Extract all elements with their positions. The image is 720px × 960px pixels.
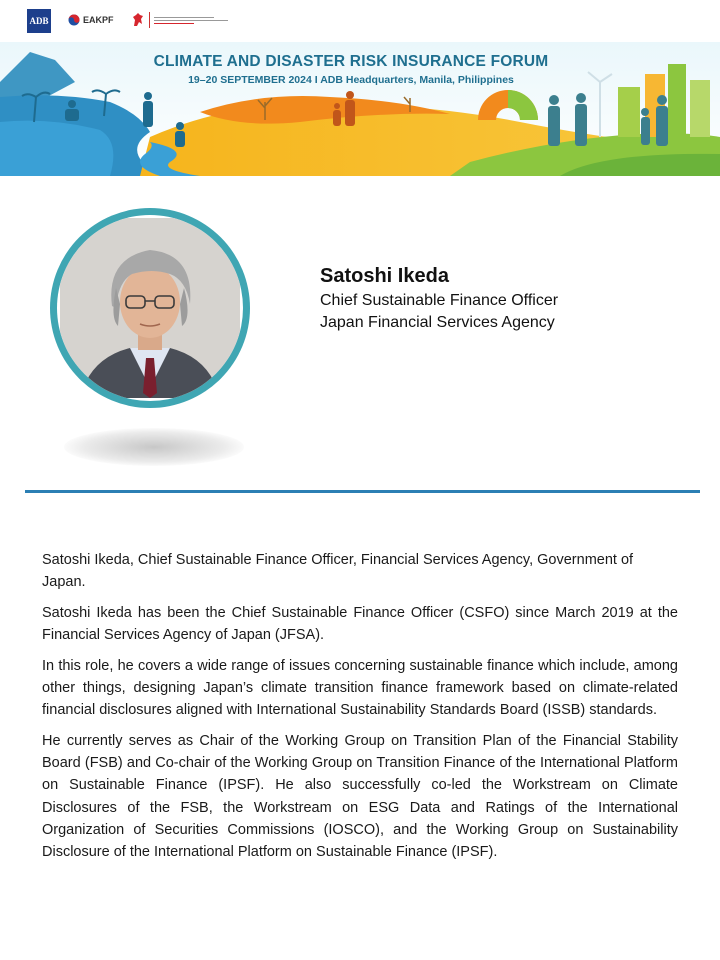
government-wordmark [154,17,228,24]
speaker-organization: Japan Financial Services Agency [320,314,555,331]
forum-banner [0,42,720,176]
eakpf-logo: EAKPF [68,14,114,26]
speaker-role: Chief Sustainable Finance Officer [320,292,559,309]
luxembourg-government-logo [131,12,228,28]
speaker-biography [42,549,678,872]
speaker-photo [50,208,250,408]
speaker-name: Satoshi Ikeda [320,265,449,287]
portrait-image [60,218,240,398]
lion-crest-icon [131,12,145,28]
section-divider [25,490,700,493]
bio-paragraph: In this role, he covers a wide range of issues concerning sustainable finance which include, among other things, designing Japan’s climate transition finance framework based on climate-related financial disclosures aligned with International Sustainability Standards Board (ISSB) standards. [42,657,678,719]
bio-paragraph: Satoshi Ikeda has been the Chief Sustainable Finance Officer (CSFO) since March 2019 at the Financial Services Agency of Japan (JFSA). [42,604,678,644]
header-logos [0,0,720,42]
forum-title: CLIMATE AND DISASTER RISK INSURANCE FORUM [153,53,549,70]
bio-paragraph: He currently serves as Chair of the Working Group on Transition Plan of the Financial Stability Board (FSB) and Co-chair of the Working Group on Transition Finance of the International Platform on Sustainable Finance (IPSF). He also successfully co-led the Workstream on Climate Disclosures of the FSB, the Workstream on ESG Data and Ratings of the International Organization of Securities Commissions (IOSCO), and the Working Group on Sustainability Disclosure of the International Platform on Sustainable Finance (IPSF). [42,732,678,860]
photo-shadow [64,428,244,466]
bio-paragraph: Satoshi Ikeda, Chief Sustainable Finance Officer, Financial Services Agency, Government of Japan. [42,552,634,591]
forum-date-venue: 19–20 SEPTEMBER 2024 I ADB Headquarters, Manila, Philippines [188,74,514,86]
adb-logo: ADB [27,9,51,33]
taegeuk-icon [68,14,80,26]
photo-frame [57,215,243,401]
